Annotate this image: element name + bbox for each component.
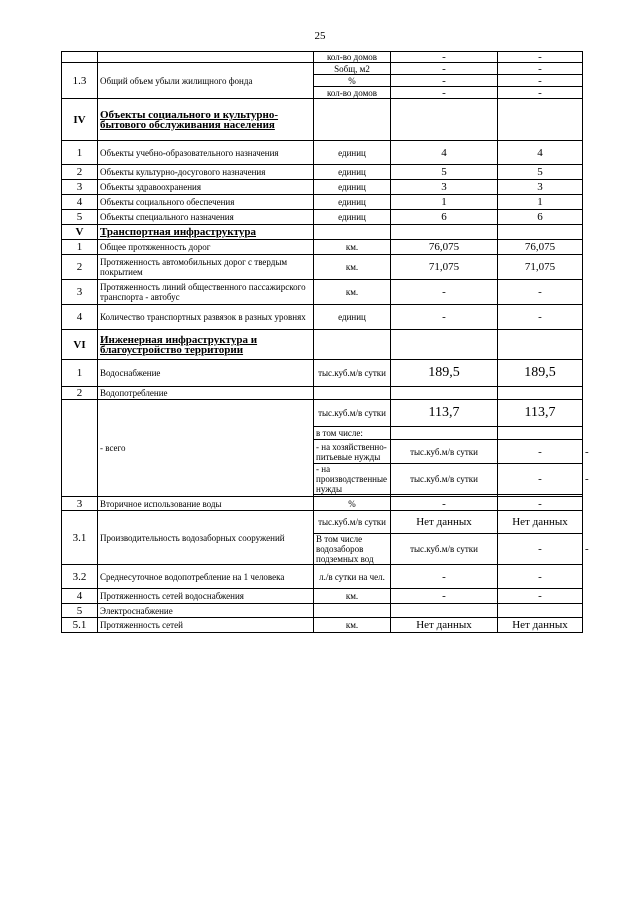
row-number-cell: 5 [62, 210, 98, 225]
indicator-name-cell: - на хозяйственно-питьевые нужды [314, 440, 391, 464]
value-2-cell: 189,5 [498, 360, 583, 387]
row-number-cell [62, 400, 98, 497]
table-row [62, 589, 583, 604]
indicator-name-cell: Количество транспортных развязок в разных уровнях [98, 305, 314, 330]
value-1-cell: - [391, 305, 498, 330]
table-row [62, 604, 583, 618]
indicator-name-cell: Водоснабжение [98, 360, 314, 387]
unit-cell: единиц [314, 165, 391, 180]
row-number-cell: 3.2 [62, 565, 98, 589]
unit-cell: Sобщ, м2 [314, 63, 391, 75]
value-2-cell: 71,075 [498, 255, 583, 280]
indicators-table [61, 51, 589, 633]
value-2-cell: 3 [498, 180, 583, 195]
value-2-cell: 4 [498, 141, 583, 165]
value-1-cell: 5 [391, 165, 498, 180]
value-1-cell: - [391, 52, 498, 63]
value-1-cell: 3 [391, 180, 498, 195]
unit-cell: км. [314, 255, 391, 280]
unit-cell: кол-во домов [314, 52, 391, 63]
value-2-cell: - [498, 75, 583, 87]
table-row: - на хозяйственно-питьевые нужды тыс.куб.м/в сутки - - [62, 440, 583, 464]
value-2-cell [498, 330, 583, 360]
value-1-cell [498, 427, 583, 440]
value-1-cell: - [391, 63, 498, 75]
table-row [62, 52, 583, 63]
section-header-row [62, 99, 583, 141]
unit-cell [391, 427, 498, 440]
value-1-cell [391, 387, 498, 400]
table-row [62, 180, 583, 195]
value-2-cell: 5 [498, 165, 583, 180]
value-1-cell: - [391, 280, 498, 305]
value-2-cell: Нет данных [498, 511, 583, 534]
value-2-cell [498, 604, 583, 618]
value-2-cell: - [498, 87, 583, 99]
value-1-cell: - [498, 464, 583, 495]
row-number-cell: 4 [62, 589, 98, 604]
row-number-cell: VI [62, 330, 98, 360]
unit-cell: тыс.куб.м/в сутки [391, 464, 498, 495]
indicator-name-cell: Электроснабжение [98, 604, 314, 618]
indicator-name-cell: - на производственные нужды [314, 464, 391, 495]
row-number-cell: 3.1 [62, 511, 98, 565]
indicator-name-cell: Среднесуточное водопотребление на 1 человека [98, 565, 314, 589]
row-number-cell: 2 [62, 387, 98, 400]
row-number-cell: 4 [62, 305, 98, 330]
unit-cell: % [314, 75, 391, 87]
row-number-cell: 4 [62, 195, 98, 210]
table-row [62, 497, 583, 511]
indicator-name-cell: - всего [98, 400, 314, 497]
indicator-name-cell: Протяженность линий общественного пассажирского транспорта - автобус [98, 280, 314, 305]
table-row [62, 565, 583, 589]
value-1-cell: 113,7 [391, 400, 498, 427]
indicator-name-cell: Объекты здравоохранения [98, 180, 314, 195]
value-1-cell: 6 [391, 210, 498, 225]
unit-cell: тыс.куб.м/в сутки [391, 534, 498, 565]
value-1-cell: - [391, 589, 498, 604]
value-1-cell: - [391, 87, 498, 99]
value-2-cell: - [498, 63, 583, 75]
table-row [62, 195, 583, 210]
row-number-cell: 3 [62, 180, 98, 195]
section-header-row [62, 225, 583, 240]
table-row [62, 618, 583, 633]
unit-cell: тыс.куб.м/в сутки [391, 440, 498, 464]
unit-cell: единиц [314, 210, 391, 225]
value-2-cell: Нет данных [498, 618, 583, 633]
value-1-cell: 189,5 [391, 360, 498, 387]
row-number-cell: IV [62, 99, 98, 141]
page-number: 25 [314, 30, 326, 42]
indicator-name-cell: Общее протяженность дорог [98, 240, 314, 255]
indicator-name-cell: Водопотребление [98, 387, 314, 400]
value-2-cell: 76,075 [498, 240, 583, 255]
table-row [62, 63, 583, 75]
value-2-cell: - [498, 280, 583, 305]
indicator-name-cell: Объекты социального обеспечения [98, 195, 314, 210]
row-number-cell: 1 [62, 240, 98, 255]
value-1-cell [391, 225, 498, 240]
row-number-cell: 3 [62, 497, 98, 511]
unit-cell: км. [314, 280, 391, 305]
table-row [62, 210, 583, 225]
value-1-cell: 76,075 [391, 240, 498, 255]
value-1-cell: - [391, 565, 498, 589]
unit-cell: единиц [314, 195, 391, 210]
unit-cell: тыс.куб.м/в сутки [314, 360, 391, 387]
unit-cell: тыс.куб.м/в сутки [314, 400, 391, 427]
value-1-cell: - [391, 497, 498, 511]
value-2-cell: 1 [498, 195, 583, 210]
indicator-name-cell: Протяженность сетей [98, 618, 314, 633]
indicator-name-cell: Протяженность автомобильных дорог с твердым покрытием [98, 255, 314, 280]
section-header-row [62, 330, 583, 360]
value-1-cell [391, 604, 498, 618]
value-2-cell: - [498, 497, 583, 511]
value-1-cell [391, 330, 498, 360]
value-1-cell: - [498, 534, 583, 565]
table-row [62, 255, 583, 280]
value-1-cell: 71,075 [391, 255, 498, 280]
unit-cell: км. [314, 618, 391, 633]
section-title-cell: Транспортная инфраструктура [98, 225, 314, 240]
table-row [62, 360, 583, 387]
value-1-cell: 1 [391, 195, 498, 210]
unit-cell [314, 99, 391, 141]
value-1-cell: 4 [391, 141, 498, 165]
value-2-cell: - [498, 305, 583, 330]
section-title-cell: Объекты социального и культурно-бытового обслуживания населения [98, 99, 314, 141]
unit-cell: кол-во домов [314, 87, 391, 99]
row-number-cell [62, 52, 98, 63]
value-2-cell [498, 225, 583, 240]
indicator-name-cell: Протяженность сетей водоснабжения [98, 589, 314, 604]
unit-cell [314, 604, 391, 618]
indicator-name-cell: В том числе водозаборов подземных вод [314, 534, 391, 565]
value-2-cell [498, 387, 583, 400]
row-number-cell: 1 [62, 360, 98, 387]
row-number-cell: 2 [62, 165, 98, 180]
value-1-cell: Нет данных [391, 618, 498, 633]
row-number-cell: V [62, 225, 98, 240]
value-1-cell: Нет данных [391, 511, 498, 534]
indicator-name-cell: в том числе: [314, 427, 391, 440]
table-row: В том числе водозаборов подземных вод тыс.куб.м/в сутки - - [62, 534, 583, 565]
row-number-cell: 3 [62, 280, 98, 305]
table-row [62, 141, 583, 165]
indicator-name-cell: Общий объем убыли жилищного фонда [98, 63, 314, 99]
table-row: - на производственные нужды тыс.куб.м/в сутки - - [62, 464, 583, 495]
unit-cell: км. [314, 589, 391, 604]
row-number-cell: 2 [62, 255, 98, 280]
table-row [62, 511, 583, 534]
table-row [62, 165, 583, 180]
value-2-cell [498, 99, 583, 141]
row-number-cell: 5 [62, 604, 98, 618]
table-row [62, 387, 583, 400]
unit-cell: км. [314, 240, 391, 255]
unit-cell: единиц [314, 141, 391, 165]
unit-cell [314, 387, 391, 400]
value-1-cell: - [391, 75, 498, 87]
value-2-cell: - [498, 52, 583, 63]
unit-cell [314, 330, 391, 360]
unit-cell: л./в сутки на чел. [314, 565, 391, 589]
table-row [62, 400, 583, 427]
indicator-name-cell: Объекты учебно-образовательного назначения [98, 141, 314, 165]
section-title-cell: Инженерная инфраструктура и благоустройство территории [98, 330, 314, 360]
value-2-cell: 6 [498, 210, 583, 225]
unit-cell: единиц [314, 180, 391, 195]
value-2-cell: - [498, 589, 583, 604]
indicator-name-cell: Производительность водозаборных сооружений [98, 511, 314, 565]
indicator-name-cell: Вторичное использование воды [98, 497, 314, 511]
unit-cell: тыс.куб.м/в сутки [314, 511, 391, 534]
value-1-cell [391, 99, 498, 141]
row-number-cell: 1 [62, 141, 98, 165]
value-2-cell: - [498, 565, 583, 589]
indicator-name-cell: Объекты специального назначения [98, 210, 314, 225]
indicator-name-cell: Объекты культурно-досугового назначения [98, 165, 314, 180]
table-row [62, 240, 583, 255]
row-number-cell: 5.1 [62, 618, 98, 633]
table-row [62, 280, 583, 305]
table-row [62, 305, 583, 330]
value-2-cell: 113,7 [498, 400, 583, 427]
value-1-cell: - [498, 440, 583, 464]
unit-cell: % [314, 497, 391, 511]
unit-cell [314, 225, 391, 240]
unit-cell: единиц [314, 305, 391, 330]
row-number-cell: 1.3 [62, 63, 98, 99]
indicator-name-cell [98, 52, 314, 63]
